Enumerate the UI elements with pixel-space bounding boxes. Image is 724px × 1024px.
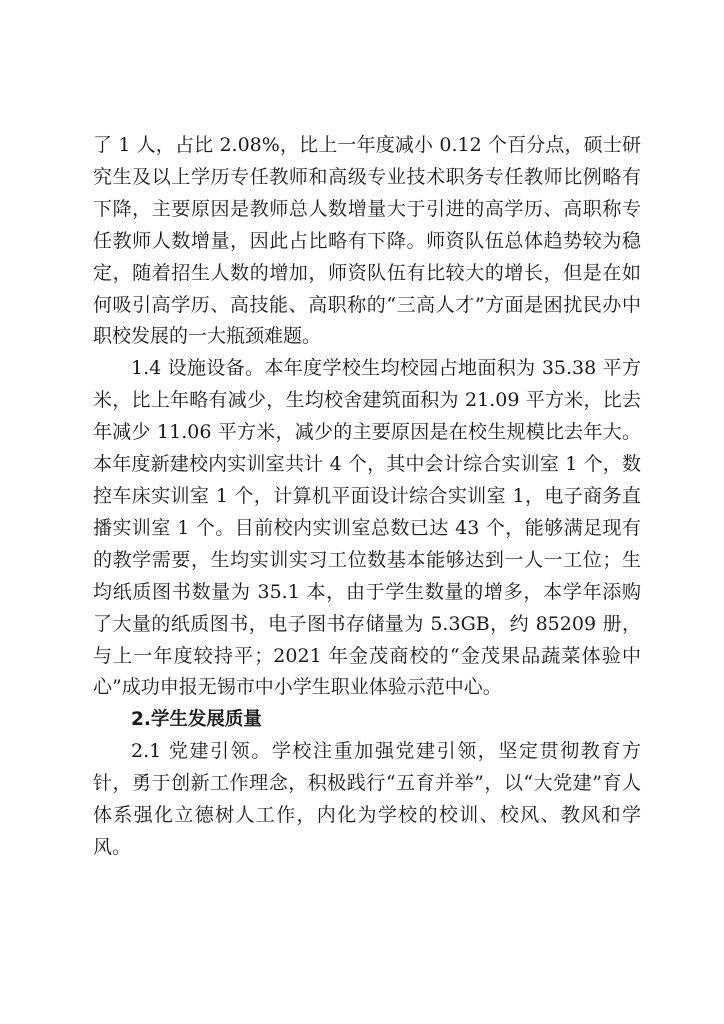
paragraph-party-building: 2.1 党建引领。学校注重加强党建引领，坚定贯彻教育方针，勇于创新工作理念，积极践行“五育并举”，以“大党建”育人体系强化立德树人工作，内化为学校的校训、校风、教风和学风。 <box>93 740 641 858</box>
paragraph-facilities: 1.4 设施设备。本年度学校生均校园占地面积为 35.38 平方米，比上年略有减少，生均校舍建筑面积为 21.09 平方米，比去年减少 11.06 平方米，减少的主要原因是在校生规模比去年大。本年度新建校内实训室共计 4 个，其中会计综合实训室 1 个，数控车床实训室 1 个，计算机平面设计综合实训室 1，电子商务直播实训室 1 个。目前校内实训室总数已达 43 个，能够满足现有的教学需要，生均实训实习工位数基本能够达到一人一工位；生均纸质图书数量为 35.1 本，由于学生数量的增多，本学年添购了大量的纸质图书，电子图书存储量为 5.3GB，约 85209 册，与上一年度较持平；2021 年金茂商校的“金茂果品蔬菜体验中心”成功申报无锡市中小学生职业体验示范中心。 <box>93 357 641 699</box>
paragraph-teachers-continued: 了 1 人，占比 2.08%，比上一年度减小 0.12 个百分点，硕士研究生及以上学历专任教师和高级专业技术职务专任教师比例略有下降，主要原因是教师总人数增量大于引进的高学历、高职称专任教师人数增量，因此占比略有下降。师资队伍总体趋势较为稳定，随着招生人数的增加，师资队伍有比较大的增长，但是在如何吸引高学历、高技能、高职称的“三高人才”方面是困扰民办中职校发展的一大瓶颈难题。 <box>93 134 641 348</box>
document-body <box>93 130 641 864</box>
section-heading-student-quality: 2.学生发展质量 <box>131 709 262 731</box>
